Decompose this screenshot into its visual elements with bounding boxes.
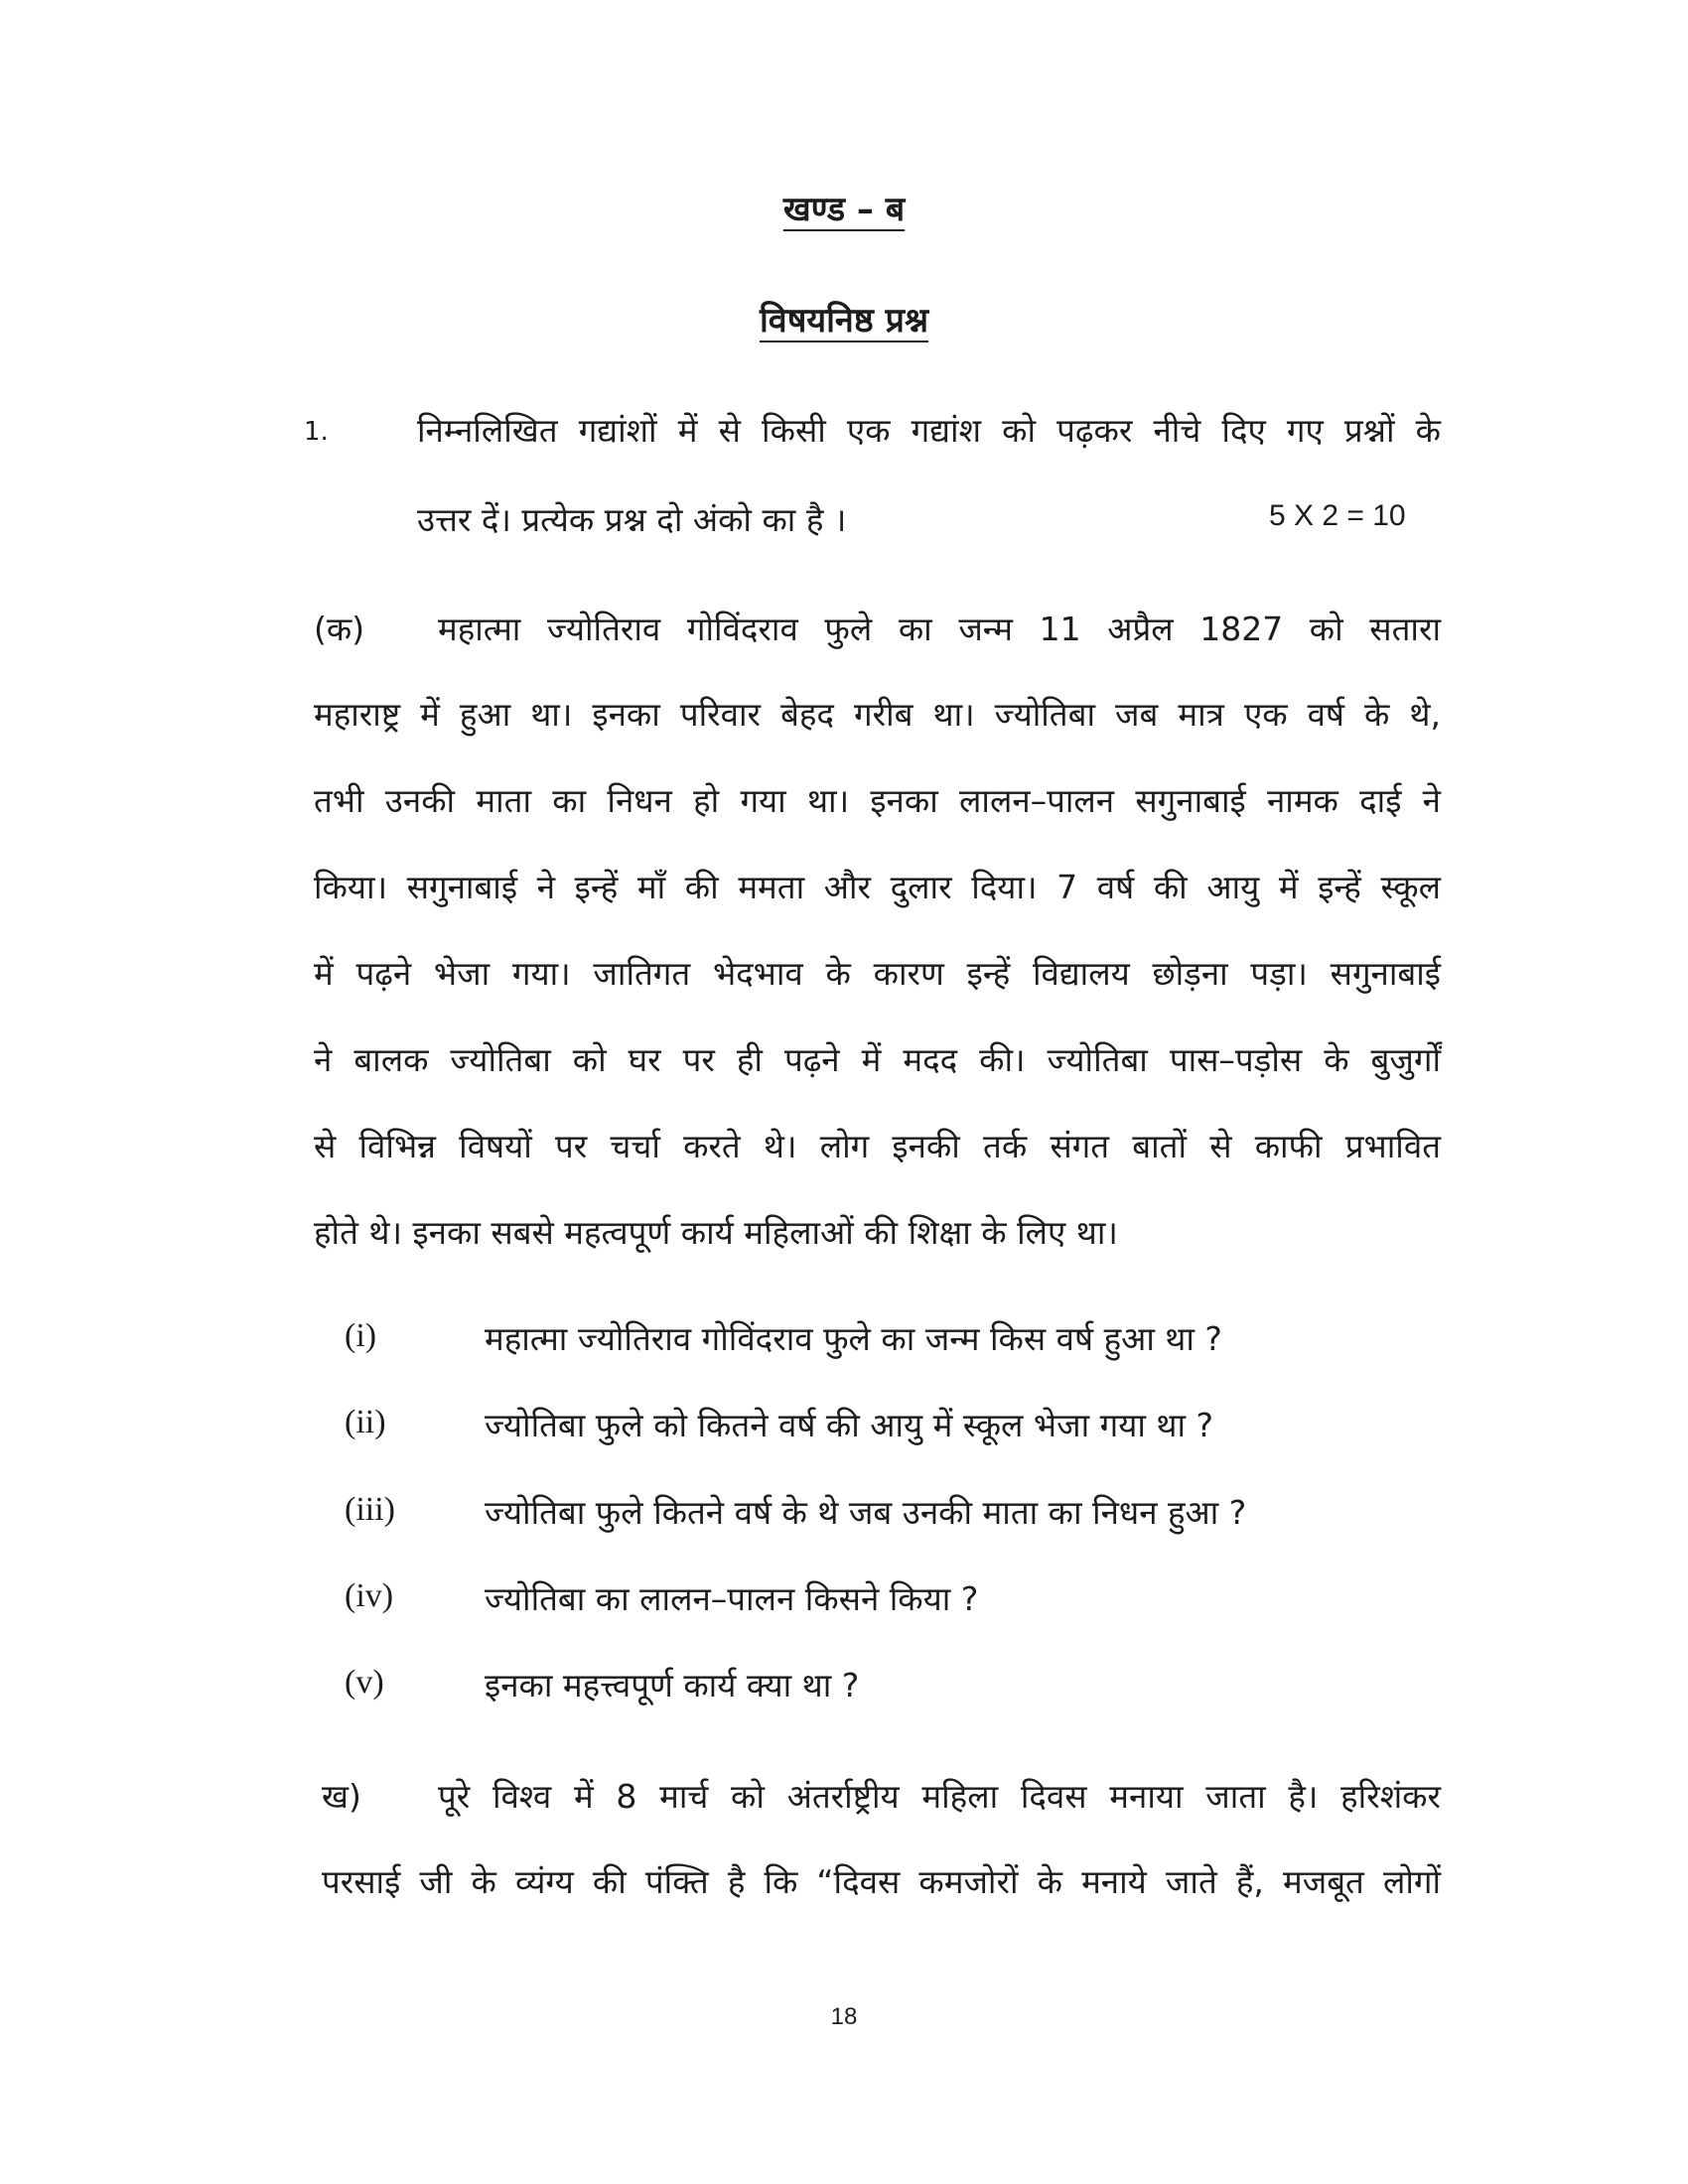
subtitle: विषयनिष्ठ प्रश्न: [759, 301, 928, 341]
instruction-line-2: उत्तर दें। प्रत्येक प्रश्न दो अंको का है ।: [417, 500, 847, 539]
passage-a-line: होते थे। इनका सबसे महत्वपूर्ण कार्य महिलाओं की शिक्षा के लिए था।: [314, 1213, 1118, 1252]
sub-question-label: (iii): [345, 1491, 395, 1528]
passage-a-label: (क): [314, 610, 365, 648]
marks: 5 X 2 = 10: [1269, 499, 1406, 532]
section-title: खण्ड – ब: [782, 190, 906, 229]
page-number: 18: [830, 2003, 858, 2030]
sub-question-text: ज्योतिबा फुले कितने वर्ष के थे जब उनकी माता का निधन हुआ ?: [485, 1493, 1247, 1532]
question-number: 1.: [304, 417, 329, 447]
passage-a-line: महाराष्ट्र में हुआ था। इनका परिवार बेहद गरीब था। ज्योतिबा जब मात्र एक वर्ष के थे,: [314, 695, 1441, 734]
sub-question-text: ज्योतिबा का लालन–पालन किसने किया ?: [485, 1579, 979, 1618]
sub-question-text: इनका महत्त्वपूर्ण कार्य क्या था ?: [485, 1666, 860, 1705]
passage-a-line: महात्मा ज्योतिराव गोविंदराव फुले का जन्म 11 अप्रैल 1827 को सतारा: [438, 610, 1441, 648]
passage-b-label: ख): [322, 1777, 361, 1816]
instruction-line-1: निम्नलिखित गद्यांशों में से किसी एक गद्यांश को पढ़कर नीचे दिए गए प्रश्नों के: [417, 411, 1441, 450]
passage-a-line: तभी उनकी माता का निधन हो गया था। इनका लालन–पालन सगुनाबाई नामक दाई ने: [314, 781, 1441, 820]
passage-a-line: से विभिन्न विषयों पर चर्चा करते थे। लोग इनकी तर्क संगत बातों से काफी प्रभावित: [314, 1127, 1441, 1165]
passage-b-line: पूरे विश्व में 8 मार्च को अंतर्राष्ट्रीय महिला दिवस मनाया जाता है। हरिशंकर: [438, 1777, 1441, 1816]
sub-question-text: महात्मा ज्योतिराव गोविंदराव फुले का जन्म किस वर्ष हुआ था ?: [485, 1319, 1222, 1358]
sub-question-label: (ii): [345, 1404, 386, 1440]
passage-a-line: किया। सगुनाबाई ने इन्हें माँ की ममता और दुलार दिया। 7 वर्ष की आयु में इन्हें स्कूल: [314, 868, 1441, 906]
sub-question-label: (v): [345, 1664, 384, 1701]
sub-question-label: (iv): [345, 1577, 394, 1614]
passage-b-line: परसाई जी के व्यंग्य की पंक्ति है कि “दिवस कमजोरों के मनाये जाते हैं, मजबूत लोगों: [322, 1862, 1441, 1901]
sub-question-label: (i): [345, 1317, 377, 1354]
passage-a-line: में पढ़ने भेजा गया। जातिगत भेदभाव के कारण इन्हें विद्यालय छोड़ना पड़ा। सगुनाबाई: [314, 954, 1441, 993]
passage-a-line: ने बालक ज्योतिबा को घर पर ही पढ़ने में मदद की। ज्योतिबा पास–पड़ोस के बुजुर्गों: [314, 1040, 1441, 1079]
sub-question-text: ज्योतिबा फुले को कितने वर्ष की आयु में स्कूल भेजा गया था ?: [485, 1406, 1214, 1444]
